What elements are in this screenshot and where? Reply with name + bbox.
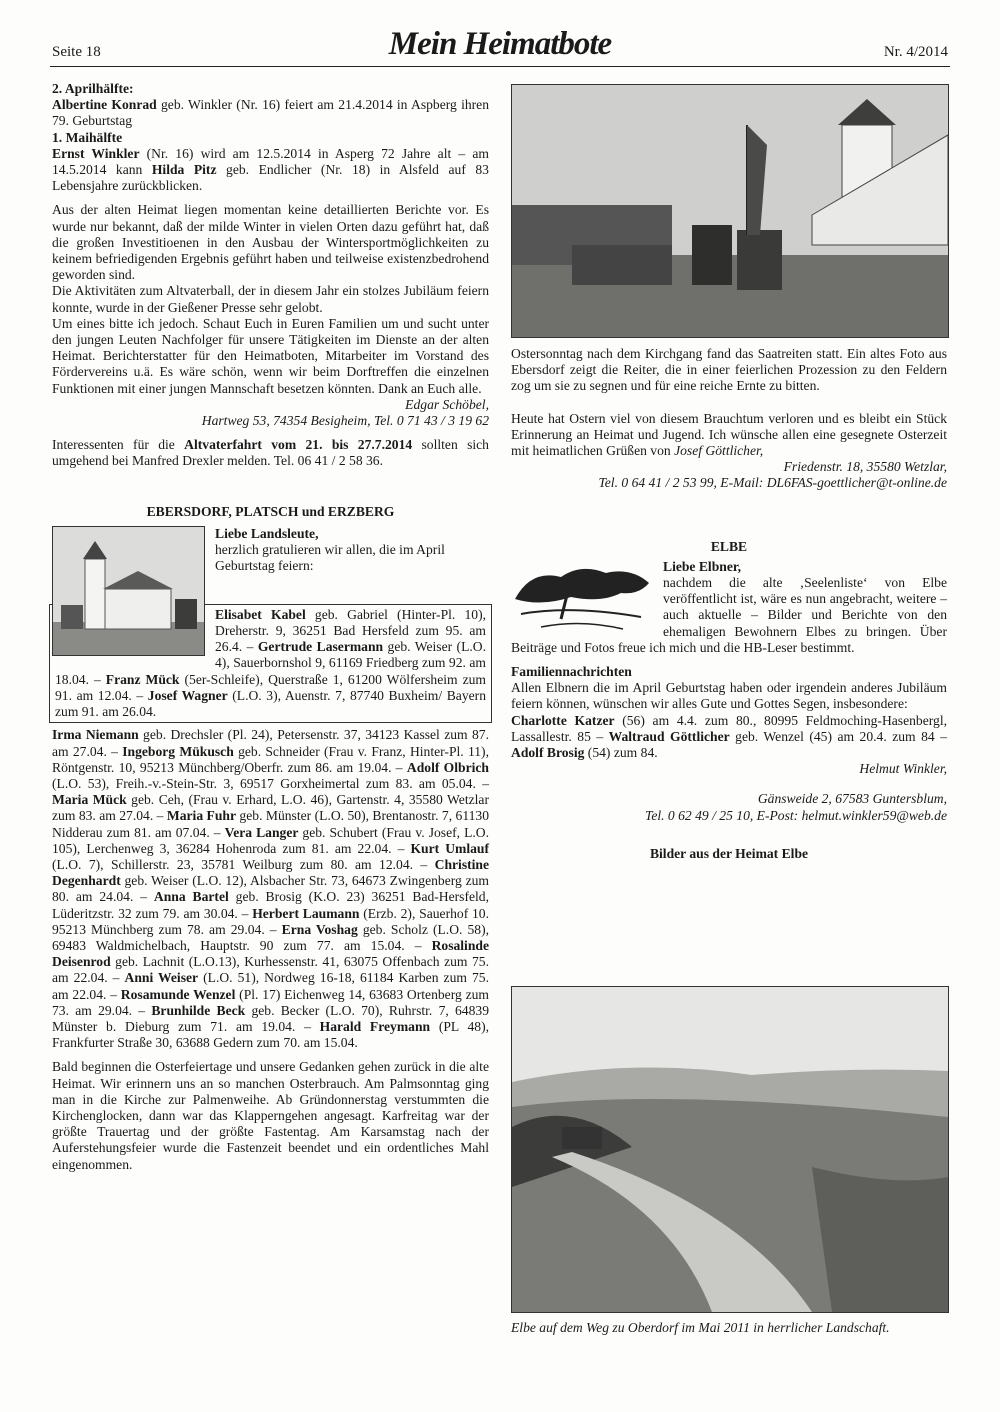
family-news-text: Allen Elbnern die im April Geburtstag haben oder irgendein anderes Jubiläum feiern können, wünschen wir alles Gute und Gottes Segen, insbesondere: bbox=[511, 680, 947, 712]
may-heading: 1. Maihälfte bbox=[52, 129, 123, 145]
elbe-sketch bbox=[511, 559, 653, 639]
winkler-name: Helmut Winkler, bbox=[859, 761, 947, 777]
landscape-caption: Elbe auf dem Weg zu Oberdorf im Mai 2011 in herrlicher Landschaft. bbox=[511, 1320, 890, 1335]
family-entries: Charlotte Katzer (56) am 4.4. zum 80., 80995 Feldmoching-Hasenbergl, Lassallestr. 85 – Waltraud Göttlicher geb. Wenzel (45) am 20.4. zum 84 – Adolf Brosig (54) zum 84. bbox=[511, 712, 948, 761]
bilder-title: Bilder aus der Heimat Elbe bbox=[649, 845, 809, 861]
box-entries: Elisabet Kabel geb. Gabriel (Hinter-Pl. 10), Dreherstr. 9, 36251 Bad Hersfeld zum 95. am 26.4. – Gertrude Lasermann geb. Weiser (L.O. 4), Sauerbornshol 9, 61169 Friedberg zum 92. am 18.04. – Franz Mück (5er-Schleife), Querstraße 1, 61200 Wölfersheim zum 91. am 12.04. – Josef Wagner (L.O. 3), Auenstr. 7, 87740 Buxheim/ Bayern zum 91. am 26.04. bbox=[55, 606, 487, 720]
masthead-logo: Mein Heimatbote bbox=[388, 26, 612, 62]
header-rule bbox=[50, 66, 950, 67]
easter-paragraph: Bald beginnen die Osterfeiertage und unsere Gedanken gehen zurück in die alte Heimat. Wir erinnern uns an so manchen Osterbrauch. Am Palmsonntag ging man in die Kirche zur Palmenweihe. Ab Gründonnerstag verstummten die Kirchenglocken, dann war das Klapperngehen angesagt. Karfreitag war der größte Trauertag und der größte Fastentag. Am Karsamstag nach der Auferstehungsfeier wurde die Fastenzeit beendet und ein ordentliches Mahl eingenommen. bbox=[52, 1059, 489, 1172]
altvater-notice: Interessenten für die Altvaterfahrt vom 21. bis 27.7.2014 sollten sich umgehend bei Manfred Drexler melden. Tel. 06 41 / 2 58 36. bbox=[52, 437, 489, 469]
report-para-3: Um eines bitte ich jedoch. Schaut Euch in Euren Familien um und sucht unter den jungen Leuten Nachfolger für unsere Tätigkeiten im Dienste an der alten Heimat. Berichterstatter für den Heimatboten, Mitarbeiter im Vorstand des Fördervereins u.ä. Es wäre schön, wenn wir beim Dorftreffen die einzelnen Funktionen mit einer jungen Mannschaft besetzen könnten. Dank an Euch alle. bbox=[52, 315, 489, 396]
church-photo bbox=[52, 526, 205, 656]
may-entry: Ernst Winkler (Nr. 16) wird am 12.5.2014 in Asperg 72 Jahre alt – am 14.5.2014 kann Hilda Pitz geb. Endlicher (Nr. 18) in Alsfeld auf 83 Lebensjahre zurückblicken. bbox=[52, 145, 489, 194]
ebersdorf-intro: herzlich gratulieren wir allen, die im April Geburtstag feiern: bbox=[215, 542, 445, 574]
elbe-title: ELBE bbox=[710, 538, 748, 554]
ebersdorf-greeting: Liebe Landsleute, bbox=[215, 525, 319, 541]
signature-name: Edgar Schöbel, bbox=[405, 396, 489, 412]
goettlicher-contact: Tel. 0 64 41 / 2 53 99, E-Mail: DL6FAS-goettlicher@t-online.de bbox=[598, 475, 947, 491]
elbe-greeting: Liebe Elbner, bbox=[663, 558, 742, 574]
procession-photo bbox=[511, 84, 949, 338]
winkler-address: Gänsweide 2, 67583 Guntersblum, bbox=[757, 791, 947, 807]
april-entry: Albertine Konrad geb. Winkler (Nr. 16) feiert am 21.4.2014 in Aspberg ihren 79. Geburtstag bbox=[52, 97, 490, 129]
signature-address: Hartweg 53, 74354 Besigheim, Tel. 0 71 43 / 3 19 62 bbox=[201, 413, 489, 429]
right-column bbox=[511, 346, 947, 862]
winkler-contact: Tel. 0 62 49 / 25 10, E-Post: helmut.winkler59@web.de bbox=[645, 807, 947, 823]
landscape-photo bbox=[511, 986, 949, 1313]
ebersdorf-title: EBERSDORF, PLATSCH und ERZBERG bbox=[146, 503, 395, 519]
procession-caption: Ostersonntag nach dem Kirchgang fand das Saatreiten statt. Ein altes Foto aus Ebersdorf zeigt die Reiter, die in einer feierlichen Prozession zu den Feldern zog um sie zu segnen und für eine reiche Ernte zu bitten. bbox=[511, 346, 947, 394]
issue-number: Nr. 4/2014 bbox=[883, 44, 948, 60]
page-number: Seite 18 bbox=[52, 44, 101, 60]
family-news-heading: Familiennachrichten bbox=[511, 664, 632, 680]
easter-greeting: Heute hat Ostern viel von diesem Brauchtum verloren und es bleibt ein Stück Erinnerung an Heimat und Jugend. Ich wünsche allen eine gesegnete Osterzeit mit heimatlichen Grüßen von Josef Göttlicher, bbox=[511, 410, 947, 459]
report-para-1: Aus der alten Heimat liegen momentan keine detaillierten Berichte vor. Es wurde nur bekannt, daß der milde Winter in vielen Orten dazu geführt hat, daß die großen Investitioenen in den Ausbau der Wintersportmöglichkeiten zu keinem befriedigenden Ergebnis geführt haben und teilweise existenzbedrohend geworden sind. bbox=[52, 202, 489, 283]
april-heading: 2. Aprilhälfte: bbox=[52, 81, 134, 96]
elbe-text: nachdem die alte ‚Seelenliste‘ von Elbe veröffentlicht ist, wäre es nun angebracht, weitere – auch aktuelle – Bilder und Berichte von den ehemaligen Bewohnern Elbes zu bringen. Über Beiträge und Fotos freue ich mich und die HB-Leser bestimmt. bbox=[511, 575, 947, 655]
birthday-list: Irma Niemann geb. Drechsler (Pl. 24), Petersenstr. 37, 34123 Kassel zum 87. am 27.04. – Ingeborg Mükusch geb. Schneider (Frau v. Franz, Hinter-Pl. 11), Röntgenstr. 10, 95213 Münchberg/Oberfr. zum 86. am 19.04. – Adolf Olbrich (L.O. 53), Freih.-v.-Stein-Str. 3, 69517 Gorxheimertal zum 83. am 05.04. – Maria Mück geb. Ceh, (Frau v. Erhard, L.O. 46), Gartenstr. 4, 35580 Wetzlar zum 83. am 27.04. – Maria Fuhr geb. Münster (L.O. 50), Brentanostr. 7, 61130 Nidderau zum 81. am 07.04. – Vera Langer geb. Schubert (Frau v. Josef, L.O. 105), Lerchenweg 3, 36284 Hohenroda zum 81. am 22.04. – Kurt Umlauf (L.O. 7), Schillerstr. 23, 35781 Weilburg zum 80. am 12.04. – Christine Degenhardt geb. Weiser (L.O. 12), Alsbacher Str. 73, 64673 Zwingenberg zum 80. am 24.04. – Anna Bartel geb. Brosig (K.O. 23) 36251 Bad-Hersfeld, Lüderitzstr. 32 zum 79. am 30.04. – Herbert Laumann (Erzb. 2), Sauerhof 10. 95213 Münchberg zum 78. am 29.04. – Erna Voshag geb. Scholz (L.O. 58), 69483 Waldmichelbach, Hauptstr. 90 zum 77. am 15.04. – Rosalinde Deisenrod geb. Lachnit (L.O.13), Kurhessenstr. 41, 63075 Offenbach zum 75. am 22.04. – Anni Weiser (L.O. 51), Nordweg 16-18, 61184 Karben zum 75. am 22.04. – Rosamunde Wenzel (Pl. 17) Eichenweg 14, 63683 Ortenberg zum 73. am 29.04. – Brunhilde Beck geb. Becker (L.O. 70), Ruhrstr. 7, 64839 Münster b. Dieburg zum 71. am 19.04. – Harald Freymann (PL 48), Frankfurter Straße 30, 63688 Gedern zum 70. am 15.04. bbox=[52, 727, 490, 1051]
goettlicher-address: Friedenstr. 18, 35580 Wetzlar, bbox=[783, 459, 947, 475]
left-column bbox=[52, 81, 489, 1173]
report-para-2: Die Aktivitäten zum Altvaterball, der in diesem Jahr ein stolzes Jubiläum feiern konnte, wurde in der Gießener Presse sehr gelobt. bbox=[52, 283, 489, 315]
